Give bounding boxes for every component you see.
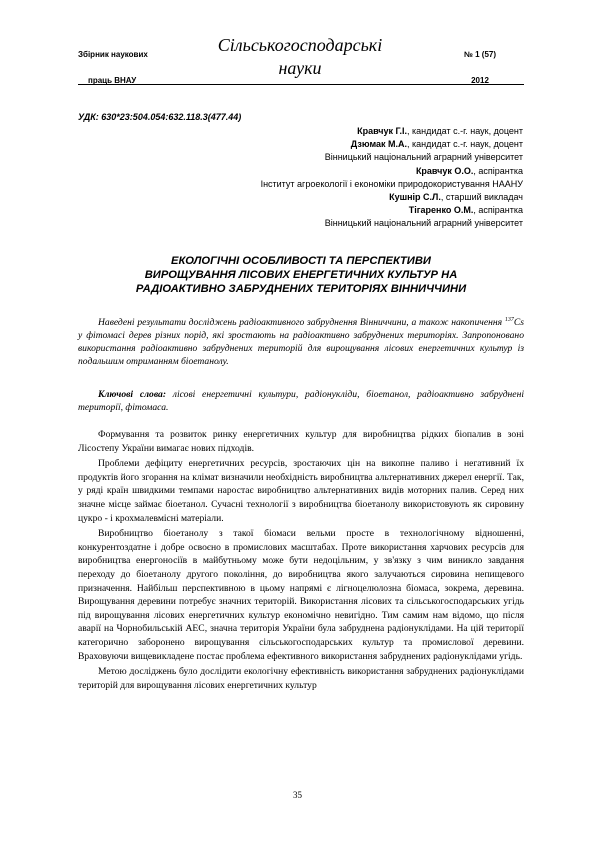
affiliation: Вінницький національний аграрний університет — [324, 218, 523, 229]
author-line — [160, 165, 523, 178]
author-detail: , кандидат с.-г. наук, доцент — [407, 139, 523, 150]
series-line-2: праць ВНАУ — [88, 76, 137, 85]
journal-title-line-2: науки — [278, 58, 322, 78]
body-paragraph: Проблеми дефіциту енергетичних ресурсів, зростаючих цін на викопне паливо і негативний їх продуктів його згорання на клімат визначили необхідність виробництва альтернативних джерел енергії. Так, у ряді країн швидкими темпами наростає виробництво альтернативних видів моторних палив. Серед них значне місце займає біоетанол. Сучасні технології з виробництва біоетанолу використовують як сировину цукро - і крохмалевмісні матеріали. — [78, 458, 524, 524]
isotope-superscript: 137 — [504, 316, 514, 323]
author-name: Дзюмак М.А. — [350, 139, 408, 150]
body-paragraph: Виробництво біоетанолу з такої біомаси вельми просте в технологічному відношенні, конкурентоздатне і добре освоєно в промислових масштабах. Проте використання харчових ресурсів для виробництва енергоносіїв в майбутньому може бути недоцільним, у зв'язку з чим виникло завдання переходу до біоетанолу другого покоління, до виробництва якого залучаються сировина непищевого призначення. Найбільш перспективною в цьому напрямі є лігноцелюлозна біомаса, зокрема, деревина. Вирощування деревини потребує значних територій. Використання лісових та сільськогосподарських угідь під вирощування лісових енергетичних культур економічно невигідно. Тим самим нам відомо, що після аварії на Чорнобильській АЕС, значна територія України була забруднена радіонуклідами. На цій території категорично заборонено вирощування сільськогосподарських культур та промислової деревини. Враховуючи вищевикладене постає проблема ефективного використання забруднених радіонуклідами угідь. — [78, 528, 524, 662]
author-detail: , кандидат с.-г. наук, доцент — [407, 126, 523, 136]
series-line-1: Збірник наукових — [78, 50, 148, 59]
page-number: 35 — [293, 790, 302, 800]
author-line — [160, 191, 523, 204]
author-name: Кравчук О.О. — [415, 165, 474, 176]
author-line — [160, 138, 523, 151]
author-line — [160, 204, 523, 217]
author-line — [160, 125, 523, 138]
title-line-2: ВИРОЩУВАННЯ ЛІСОВИХ ЕНЕРГЕТИЧНИХ КУЛЬТУР НА — [144, 269, 458, 281]
abstract-text-1: Наведені результати досліджень радіоактивного забруднення Вінниччини, а також накопичення — [98, 317, 505, 328]
journal-series-label — [78, 42, 188, 94]
affiliation: Інститут агроекології і економіки природокористування НААНУ — [260, 178, 523, 189]
header-divider — [78, 84, 524, 85]
article-body — [78, 428, 524, 694]
author-list — [160, 125, 523, 231]
abstract-text-2: Cs у фітомасі дерев різних порід, які зростають на радіоактивно забруднених територіях. Запропоновано використання радіоактивно забруднених територій для вирощування лісових енергетичних культур із подальшим отриманням біоетанолу. — [78, 317, 524, 367]
affiliation-line — [160, 178, 523, 191]
body-paragraph: Формування та розвиток ринку енергетичних культур для виробництва рідких біопалив в зоні Лісостепу України вимагає нових підходів. — [78, 429, 524, 454]
body-paragraph: Метою досліджень було дослідити екологічну ефективність використання забруднених радіонуклідами територій для вирощування лісових енергетичних культур — [78, 666, 524, 691]
author-detail: , аспірантка — [473, 165, 523, 176]
keywords — [78, 388, 524, 414]
issue-year: 2012 — [471, 76, 489, 85]
title-line-3: РАДІОАКТИВНО ЗАБРУДНЕНИХ ТЕРИТОРІЯХ ВІННИЧЧИНИ — [135, 283, 467, 295]
keywords-text: лісові енергетичні культури, радіонукліди, біоетанол, радіоактивно забруднені території, фітомаса. — [78, 389, 524, 413]
journal-title — [190, 34, 410, 80]
affiliation-line — [160, 151, 523, 164]
article-title — [78, 254, 524, 296]
udc-code: УДК: 630*23:504.054:632.118.3(477.44) — [78, 112, 242, 122]
issue-number: № 1 (57) — [463, 50, 497, 59]
keywords-label: Ключові слова: — [98, 389, 167, 400]
author-name: Тігаренко О.М. — [408, 205, 474, 216]
issue-info — [440, 42, 520, 94]
author-detail: , аспірантка — [473, 205, 523, 216]
author-name: Кравчук Г.І. — [357, 126, 408, 136]
abstract — [78, 316, 524, 368]
affiliation-line — [160, 217, 523, 230]
affiliation: Вінницький національний аграрний університет — [324, 152, 523, 163]
author-detail: , старший викладач — [440, 192, 523, 203]
author-name: Кушнір С.Л. — [389, 192, 441, 203]
journal-title-line-1: Сільськогосподарські — [217, 35, 383, 55]
title-line-1: ЕКОЛОГІЧНІ ОСОБЛИВОСТІ ТА ПЕРСПЕКТИВИ — [171, 255, 431, 267]
